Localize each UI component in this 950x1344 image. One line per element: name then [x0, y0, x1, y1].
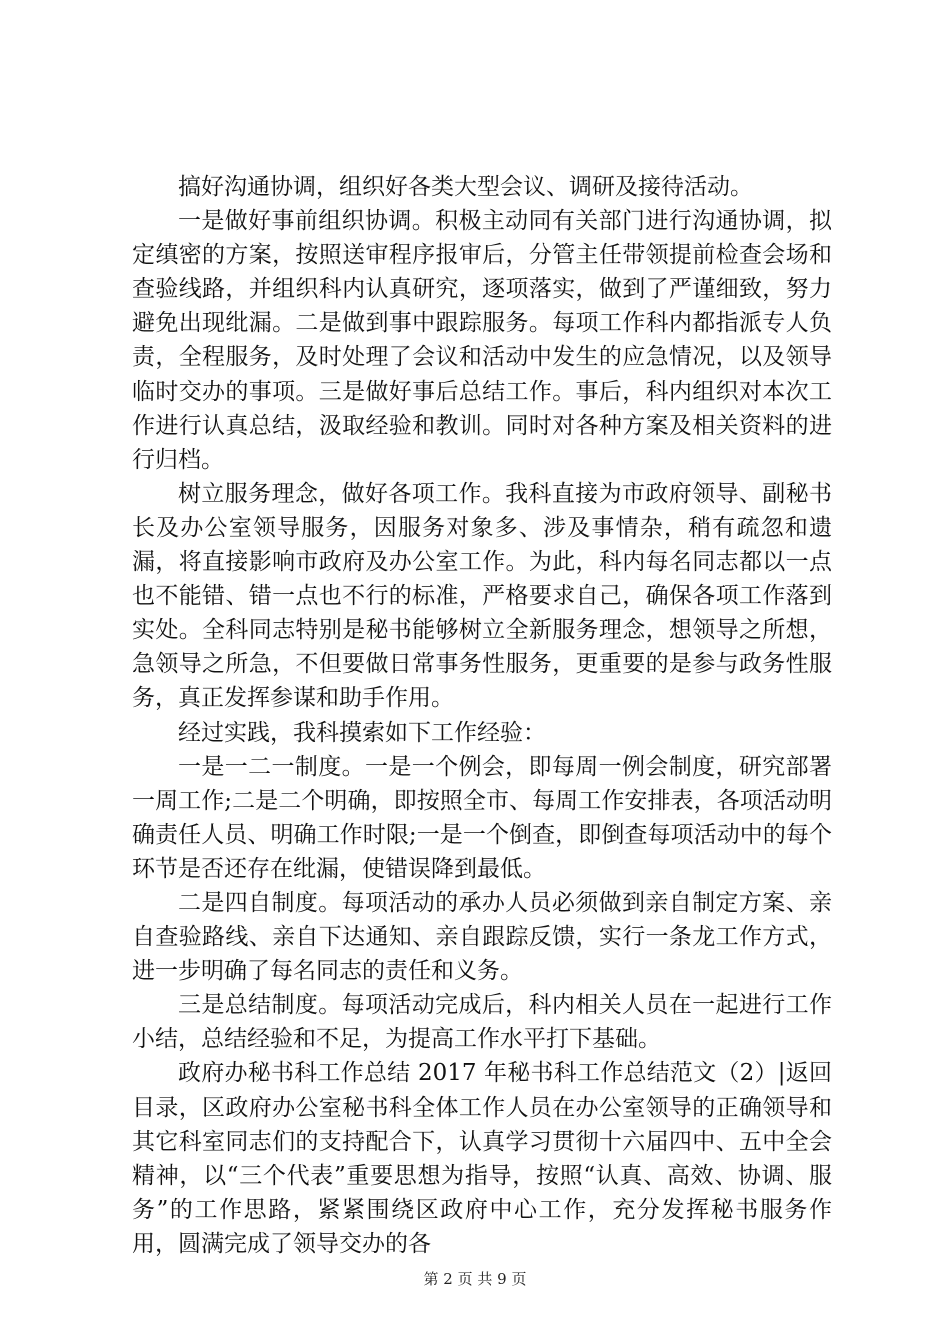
- paragraph-2: 一是做好事前组织协调。积极主动同有关部门进行沟通协调，拟定缜密的方案，按照送审程序报审后，分管主任带领提前检查会场和查验线路，并组织科内认真研究，逐项落实，做到了严谨细致，努力避免出现纰漏。二是做到事中跟踪服务。每项工作科内都指派专人负责，全程服务，及时处理了会议和活动中发生的应急情况，以及领导临时交办的事项。三是做好事后总结工作。事后，科内组织对本次工作进行认真总结，汲取经验和教训。同时对各种方案及相关资料的进行归档。: [132, 208, 832, 473]
- page-footer: 第 2 页 共 9 页: [423, 1270, 527, 1288]
- document-body: [132, 170, 832, 1261]
- paragraph-6: 二是四自制度。每项活动的承办人员必须做到亲自制定方案、亲自查验路线、亲自下达通知、亲自跟踪反馈，实行一条龙工作方式，进一步明确了每名同志的责任和义务。: [132, 889, 832, 985]
- paragraph-7: 三是总结制度。每项活动完成后，科内相关人员在一起进行工作小结，总结经验和不足，为提高工作水平打下基础。: [132, 992, 832, 1053]
- paragraph-1: 搞好沟通协调，组织好各类大型会议、调研及接待活动。: [178, 174, 753, 200]
- paragraph-3: 树立服务理念，做好各项工作。我科直接为市政府领导、副秘书长及办公室领导服务，因服务对象多、涉及事情杂，稍有疏忽和遗漏，将直接影响市政府及办公室工作。为此，科内每名同志都以一点也不能错、错一点也不行的标准，严格要求自己，确保各项工作落到实处。全科同志特别是秘书能够树立全新服务理念，想领导之所想，急领导之所急，不但要做日常事务性服务，更重要的是参与政务性服务，真正发挥参谋和助手作用。: [132, 480, 832, 712]
- paragraph-8: 政府办秘书科工作总结 2017 年秘书科工作总结范文（2）|返回目录，区政府办公室秘书科全体工作人员在办公室领导的正确领导和其它科室同志们的支持配合下，认真学习贯彻十六届四中、五中全会精神，以“三个代表”重要思想为指导，按照“认真、高效、协调、服务”的工作思路，紧紧围绕区政府中心工作，充分发挥秘书服务作用，圆满完成了领导交办的各: [132, 1060, 832, 1257]
- paragraph-5: 一是一二一制度。一是一个例会，即每周一例会制度，研究部署一周工作;二是二个明确，即按照全市、每周工作安排表，各项活动明确责任人员、明确工作时限;一是一个倒查，即倒查每项活动中的每个环节是否还存在纰漏，使错误降到最低。: [132, 753, 832, 882]
- paragraph-4: 经过实践，我科摸索如下工作经验：: [178, 719, 546, 746]
